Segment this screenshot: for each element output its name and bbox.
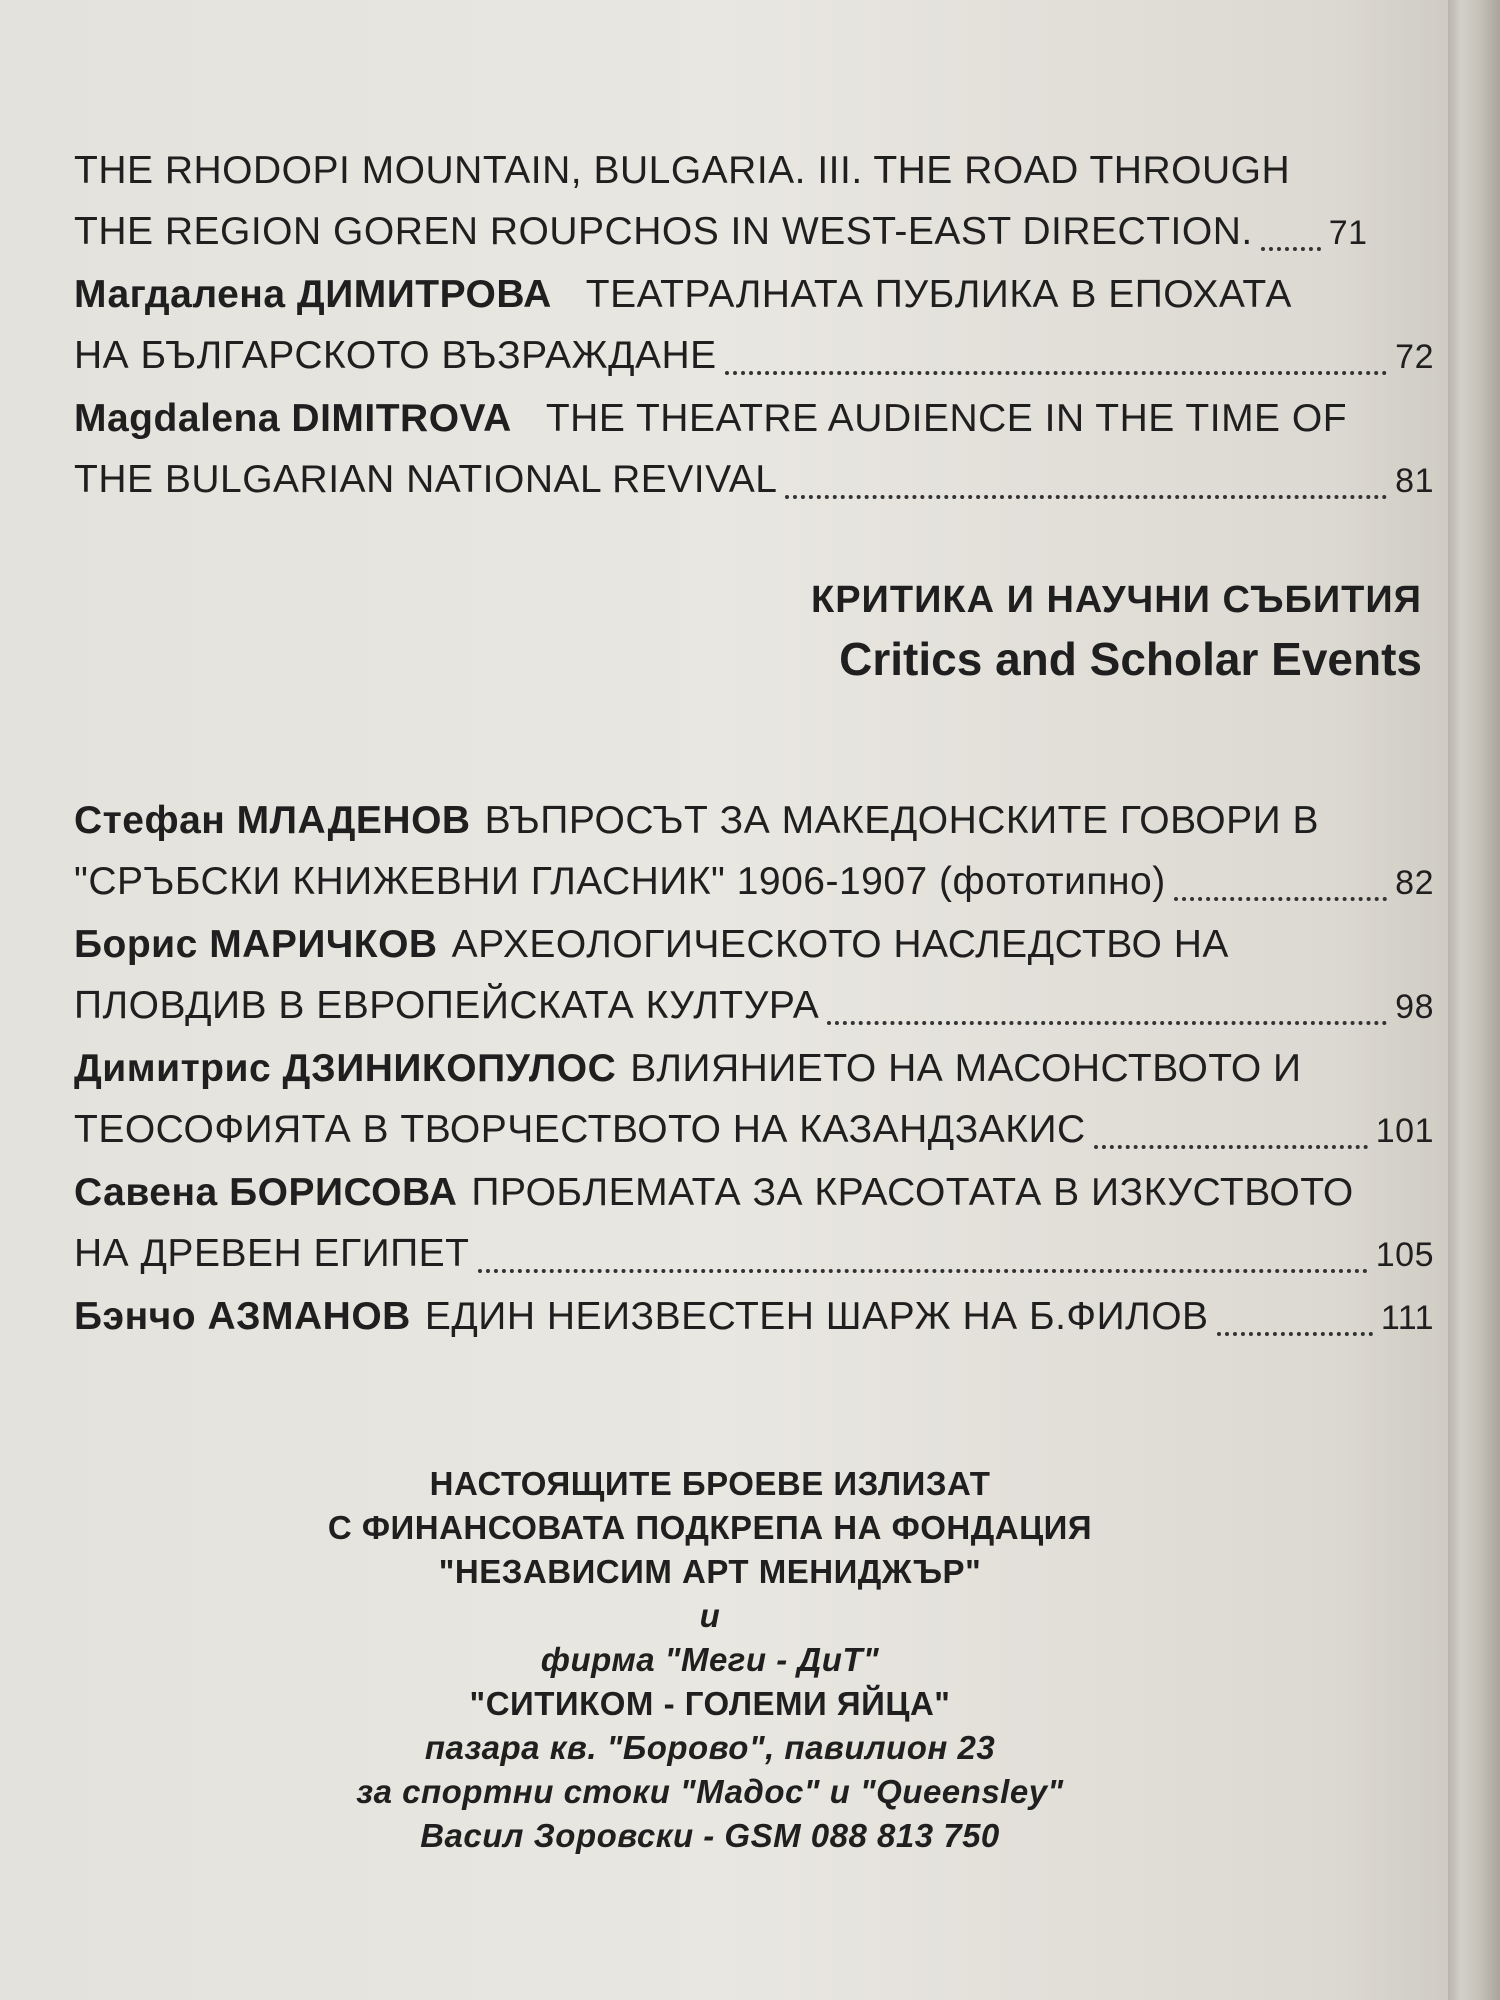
entry-title-line: АРХЕОЛОГИЧЕСКОТО НАСЛЕДСТВО НА bbox=[451, 923, 1229, 966]
entry-title-line: ТЕАТРАЛНАТА ПУБЛИКА В ЕПОХАТА bbox=[585, 273, 1292, 316]
entry-line bbox=[74, 975, 1434, 1038]
author-first-name: Magdalena bbox=[74, 397, 281, 440]
author-last-name: ДЗИНИКОПУЛОС bbox=[282, 1047, 617, 1090]
section-heading bbox=[811, 572, 1422, 690]
entry-line bbox=[74, 851, 1434, 914]
credits-line: пазара кв. "Борово", павилион 23 bbox=[424, 1729, 996, 1766]
author-first-name: Бэнчо bbox=[74, 1295, 197, 1338]
toc-section-entries bbox=[74, 790, 1434, 1349]
entry-title-line: ЕДИН НЕИЗВЕСТЕН ШАРЖ НА Б.ФИЛОВ bbox=[424, 1295, 1209, 1338]
leader-dots bbox=[827, 1021, 1387, 1025]
entry-title-line: ТЕОСОФИЯТА В ТВОРЧЕСТВОТО НА КАЗАНДЗАКИС bbox=[74, 1108, 1086, 1151]
author-name bbox=[74, 1038, 616, 1099]
toc-entry-continued bbox=[74, 140, 1434, 264]
credits-line: С ФИНАНСОВАТА ПОДКРЕПА НА ФОНДАЦИЯ bbox=[327, 1509, 1093, 1546]
toc-entry bbox=[74, 790, 1434, 914]
author-name bbox=[74, 388, 512, 449]
entry-line bbox=[74, 1223, 1434, 1286]
leader-dots bbox=[725, 371, 1388, 375]
entry-line bbox=[74, 388, 1434, 449]
page-number: 105 bbox=[1375, 1236, 1434, 1274]
entry-title-line: THE THEATRE AUDIENCE IN THE TIME OF bbox=[545, 397, 1348, 440]
entry-title-line: ПЛОВДИВ В ЕВРОПЕЙСКАТА КУЛТУРА bbox=[74, 984, 820, 1027]
author-last-name: МЛАДЕНОВ bbox=[236, 799, 471, 842]
author-first-name: Магдалена bbox=[74, 273, 286, 316]
entry-line bbox=[74, 325, 1434, 388]
entry-title-line: THE REGION GOREN ROUPCHOS IN WEST-EAST DIRECTION. bbox=[74, 210, 1253, 253]
section-title-bg: КРИТИКА И НАУЧНИ СЪБИТИЯ bbox=[811, 579, 1422, 621]
toc-entry bbox=[74, 1286, 1434, 1349]
leader-dots bbox=[1261, 247, 1321, 251]
page-number: 71 bbox=[1328, 214, 1368, 252]
entry-title-line: НА БЪЛГАРСКОТО ВЪЗРАЖДАНЕ bbox=[74, 334, 717, 377]
page-number: 81 bbox=[1395, 462, 1434, 500]
toc-top bbox=[74, 140, 1434, 512]
author-first-name: Борис bbox=[74, 923, 198, 966]
entry-title-line: ПРОБЛЕМАТА ЗА КРАСОТАТА В ИЗКУСТВОТО bbox=[471, 1171, 1354, 1214]
author-name bbox=[74, 790, 471, 851]
toc-entry bbox=[74, 388, 1434, 512]
toc-entry bbox=[74, 914, 1434, 1038]
author-name bbox=[74, 914, 438, 975]
toc-entry bbox=[74, 1162, 1434, 1286]
author-name bbox=[74, 1162, 457, 1223]
credits-line: "СИТИКОМ - ГОЛЕМИ ЯЙЦА" bbox=[469, 1685, 951, 1722]
entry-line bbox=[74, 1162, 1434, 1223]
credits-line: НАСТОЯЩИТЕ БРОЕВЕ ИЗЛИЗАТ bbox=[429, 1465, 991, 1502]
toc-entry bbox=[74, 1038, 1434, 1162]
author-last-name: БОРИСОВА bbox=[229, 1171, 458, 1214]
entry-line bbox=[74, 790, 1434, 851]
entry-line bbox=[74, 201, 1434, 264]
author-name bbox=[74, 1286, 411, 1347]
entry-title-line: ВЛИЯНИЕТО НА МАСОНСТВОТО И bbox=[630, 1047, 1302, 1090]
entry-line bbox=[74, 449, 1434, 512]
author-name bbox=[74, 264, 552, 325]
toc-entry bbox=[74, 264, 1434, 388]
leader-dots bbox=[785, 495, 1387, 499]
leader-dots bbox=[1094, 1145, 1368, 1149]
entry-title-line: ВЪПРОСЪТ ЗА МАКЕДОНСКИТЕ ГОВОРИ В bbox=[484, 799, 1320, 842]
page-number: 98 bbox=[1395, 988, 1434, 1026]
author-last-name: АЗМАНОВ bbox=[207, 1295, 411, 1338]
page-number: 111 bbox=[1380, 1299, 1434, 1337]
entry-line bbox=[74, 1099, 1434, 1162]
credits-line: Васил Зоровски - GSM 088 813 750 bbox=[420, 1817, 1000, 1854]
credits-line: за спортни стоки "Мадос" и "Queensley" bbox=[356, 1773, 1064, 1810]
author-first-name: Савена bbox=[74, 1171, 218, 1214]
funding-credits bbox=[300, 1462, 1120, 1858]
author-first-name: Димитрис bbox=[74, 1047, 272, 1090]
entry-title-line: THE BULGARIAN NATIONAL REVIVAL bbox=[74, 458, 778, 501]
author-last-name: МАРИЧКОВ bbox=[209, 923, 438, 966]
leader-dots bbox=[478, 1269, 1368, 1273]
author-last-name: DIMITROVA bbox=[291, 397, 512, 440]
author-first-name: Стефан bbox=[74, 799, 226, 842]
entry-title-line: НА ДРЕВЕН ЕГИПЕТ bbox=[74, 1232, 470, 1275]
credits-line: "НЕЗАВИСИМ АРТ МЕНИДЖЪР" bbox=[438, 1553, 982, 1590]
entry-line bbox=[74, 914, 1434, 975]
author-last-name: ДИМИТРОВА bbox=[296, 273, 552, 316]
page-number: 82 bbox=[1395, 864, 1434, 902]
entry-line bbox=[74, 1038, 1434, 1099]
entry-line bbox=[74, 264, 1434, 325]
entry-title-line: "СРЪБСКИ КНИЖЕВНИ ГЛАСНИК" 1906-1907 (фототипно) bbox=[74, 860, 1166, 903]
entry-line bbox=[74, 140, 1434, 201]
entry-title-line: THE RHODOPI MOUNTAIN, BULGARIA. III. THE ROAD THROUGH bbox=[74, 149, 1291, 192]
page-edge bbox=[1448, 0, 1500, 2000]
section-title-en: Critics and Scholar Events bbox=[839, 633, 1422, 685]
page-number: 72 bbox=[1395, 338, 1434, 376]
leader-dots bbox=[1174, 897, 1387, 901]
credits-line: фирма "Меги - ДиТ" bbox=[540, 1641, 880, 1678]
page-number: 101 bbox=[1375, 1112, 1434, 1150]
leader-dots bbox=[1217, 1332, 1373, 1336]
credits-line: и bbox=[699, 1597, 721, 1634]
entry-line bbox=[74, 1286, 1434, 1349]
